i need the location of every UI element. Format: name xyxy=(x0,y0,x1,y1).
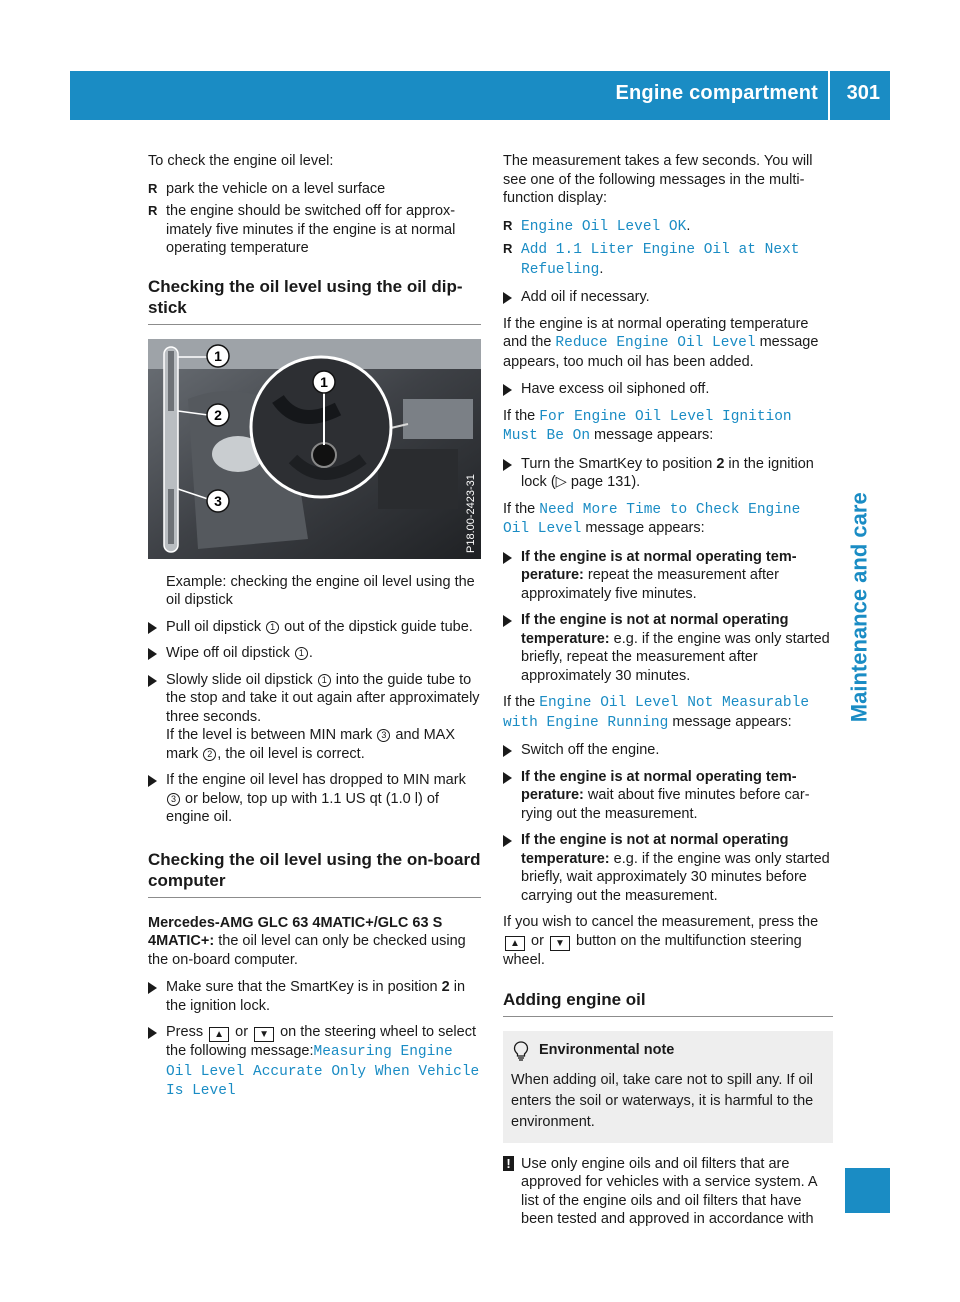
callout-marker-1 xyxy=(313,371,335,393)
figure-caption: Example: checking the engine oil level using the oil dipstick xyxy=(166,573,475,608)
step-item: If the engine is at normal operating temperature: wait about five minutes before carrying out the measurement. xyxy=(503,768,833,824)
paragraph: If the For Engine Oil Level Ignition Must Be On message appears: xyxy=(503,407,792,444)
step-arrow-icon xyxy=(148,675,157,687)
step-arrow-icon xyxy=(148,648,157,660)
paragraph: If the Engine Oil Level Not Measurable with Engine Running message appears: xyxy=(503,694,810,731)
step-arrow-icon xyxy=(503,835,512,847)
callout-1: 1 xyxy=(266,621,279,634)
callout-1: 1 xyxy=(318,674,331,687)
up-key-icon: ▲ xyxy=(209,1027,229,1042)
svg-text:2: 2 xyxy=(214,406,222,423)
up-key-icon: ▲ xyxy=(505,936,525,951)
warning-icon: ! xyxy=(503,1156,514,1171)
header-divider xyxy=(828,71,830,120)
step-arrow-icon xyxy=(148,775,157,787)
callout-marker-3 xyxy=(207,490,229,512)
side-tab-label: Maintenance and care xyxy=(846,492,872,723)
bullet-item: R the engine should be switched off for approximately five minutes if the engine is at normal operating temperature xyxy=(148,202,481,258)
callout-marker-2 xyxy=(207,404,229,426)
bullet-item: R Engine Oil Level OK. xyxy=(503,217,833,237)
bullet-item: R park the vehicle on a level surface xyxy=(148,180,481,199)
callout-3: 3 xyxy=(167,793,180,806)
callout-1: 1 xyxy=(295,647,308,660)
display-message: Add 1.1 Liter Engine Oil at Next Refueling xyxy=(521,242,800,278)
callout-2: 2 xyxy=(203,748,216,761)
step-item: Slowly slide oil dipstick 1 into the guide tube to the stop and take it out again after approximately three seconds. If the level is between MIN mark 3 and MAX mark 2 , the oil level is correct. xyxy=(148,671,481,764)
step-item: Switch off the engine. xyxy=(503,741,833,760)
warning-note: ! Use only engine oils and oil filters that are approved for vehicles with a service system. A list of the engine oils and oil filters that have been tested and approved in accordance with xyxy=(503,1155,833,1229)
display-message: Engine Oil Level Not Measurable with Engine Running xyxy=(503,695,810,731)
callout-marker-1 xyxy=(207,345,229,367)
figure-code: P18.00-2423-31 xyxy=(465,473,477,553)
right-column xyxy=(503,152,833,1229)
bullet-item: R Add 1.1 Liter Engine Oil at Next Refueling. xyxy=(503,240,833,279)
display-message: Reduce Engine Oil Level xyxy=(555,335,756,351)
step-arrow-icon xyxy=(503,384,512,396)
dipstick-figure xyxy=(148,339,481,559)
step-item: Wipe off oil dipstick 1 . xyxy=(148,644,481,663)
amg-note: Mercedes-AMG GLC 63 4MATIC+/GLC 63 S 4MATIC+: the oil level can only be checked using the on-board computer. xyxy=(148,914,466,968)
step-item: Turn the SmartKey to position 2 in the ignition lock (▷ page 131). xyxy=(503,455,833,492)
step-arrow-icon xyxy=(503,292,512,304)
svg-text:3: 3 xyxy=(214,492,222,509)
left-column xyxy=(148,152,481,1109)
chapter-title: Engine compartment xyxy=(615,82,818,104)
page-ref-icon: ▷ xyxy=(555,474,567,490)
environmental-note xyxy=(503,1031,833,1143)
callout-3: 3 xyxy=(377,729,390,742)
side-tab xyxy=(838,470,882,745)
step-item: Have excess oil siphoned off. xyxy=(503,380,833,399)
step-item: Press ▲ or ▼ on the steering wheel to select the following message:Measuring Engine Oil Level Accurate Only When Vehicle Is Level xyxy=(148,1023,481,1101)
svg-text:1: 1 xyxy=(214,347,222,364)
step-item: Add oil if necessary. xyxy=(503,288,833,307)
step-item: If the engine is not at normal operating temperature: e.g. if the engine was only started briefly, repeat the measurement after approximately 30 minutes. xyxy=(503,611,833,685)
intro-text: To check the engine oil level: xyxy=(148,153,334,169)
step-arrow-icon xyxy=(148,982,157,994)
paragraph: If you wish to cancel the measurement, press the ▲ or ▼ button on the multifunction steering wheel. xyxy=(503,914,819,968)
lightbulb-icon xyxy=(513,1041,529,1061)
engine-photo xyxy=(148,339,481,559)
page-number: 301 xyxy=(846,82,880,104)
down-key-icon: ▼ xyxy=(254,1027,274,1042)
paragraph: If the engine is at normal operating temperature and the Reduce Engine Oil Level message appears, too much oil has been added. xyxy=(503,315,819,370)
svg-text:1: 1 xyxy=(320,373,328,390)
section-title: Adding engine oil xyxy=(503,989,833,1017)
env-note-text: When adding oil, take care not to spill any. If oil enters the soil or waterways, it is harmful to the environment. xyxy=(511,1071,814,1130)
step-item: Pull oil dipstick 1 out of the dipstick guide tube. xyxy=(148,618,481,637)
page-header xyxy=(70,71,890,120)
display-message: For Engine Oil Level Ignition Must Be On xyxy=(503,408,792,444)
step-arrow-icon xyxy=(503,772,512,784)
step-arrow-icon xyxy=(148,622,157,634)
step-item: If the engine is at normal operating temperature: repeat the measurement after approximately five minutes. xyxy=(503,548,833,604)
section-title: Checking the oil level using the on-board computer xyxy=(148,849,481,898)
step-item: Make sure that the SmartKey is in position 2 in the ignition lock. xyxy=(148,978,481,1015)
intro-text: The measurement takes a few seconds. You will see one of the following messages in the multifunction display: xyxy=(503,153,813,206)
display-message: Engine Oil Level OK xyxy=(521,218,687,235)
step-arrow-icon xyxy=(148,1027,157,1039)
display-message: Need More Time to Check Engine Oil Level xyxy=(503,501,801,537)
down-key-icon: ▼ xyxy=(550,936,570,951)
side-tab-block xyxy=(845,1168,890,1213)
step-arrow-icon xyxy=(503,459,512,471)
step-item: If the engine oil level has dropped to MIN mark 3 or below, top up with 1.1 US qt (1.0 l) of engine oil. xyxy=(148,771,481,827)
step-arrow-icon xyxy=(503,552,512,564)
step-item: If the engine is not at normal operating temperature: e.g. if the engine was only started briefly, wait approximately 30 minutes before carrying out the measurement. xyxy=(503,831,833,905)
step-arrow-icon xyxy=(503,615,512,627)
paragraph: If the Need More Time to Check Engine Oil Level message appears: xyxy=(503,500,801,537)
env-note-header: Environmental note xyxy=(511,1041,825,1060)
step-arrow-icon xyxy=(503,745,512,757)
display-message: Measuring Engine Oil Level Accurate Only When Vehicle Is Level xyxy=(166,1044,480,1099)
section-title: Checking the oil level using the oil dipstick xyxy=(148,276,481,325)
